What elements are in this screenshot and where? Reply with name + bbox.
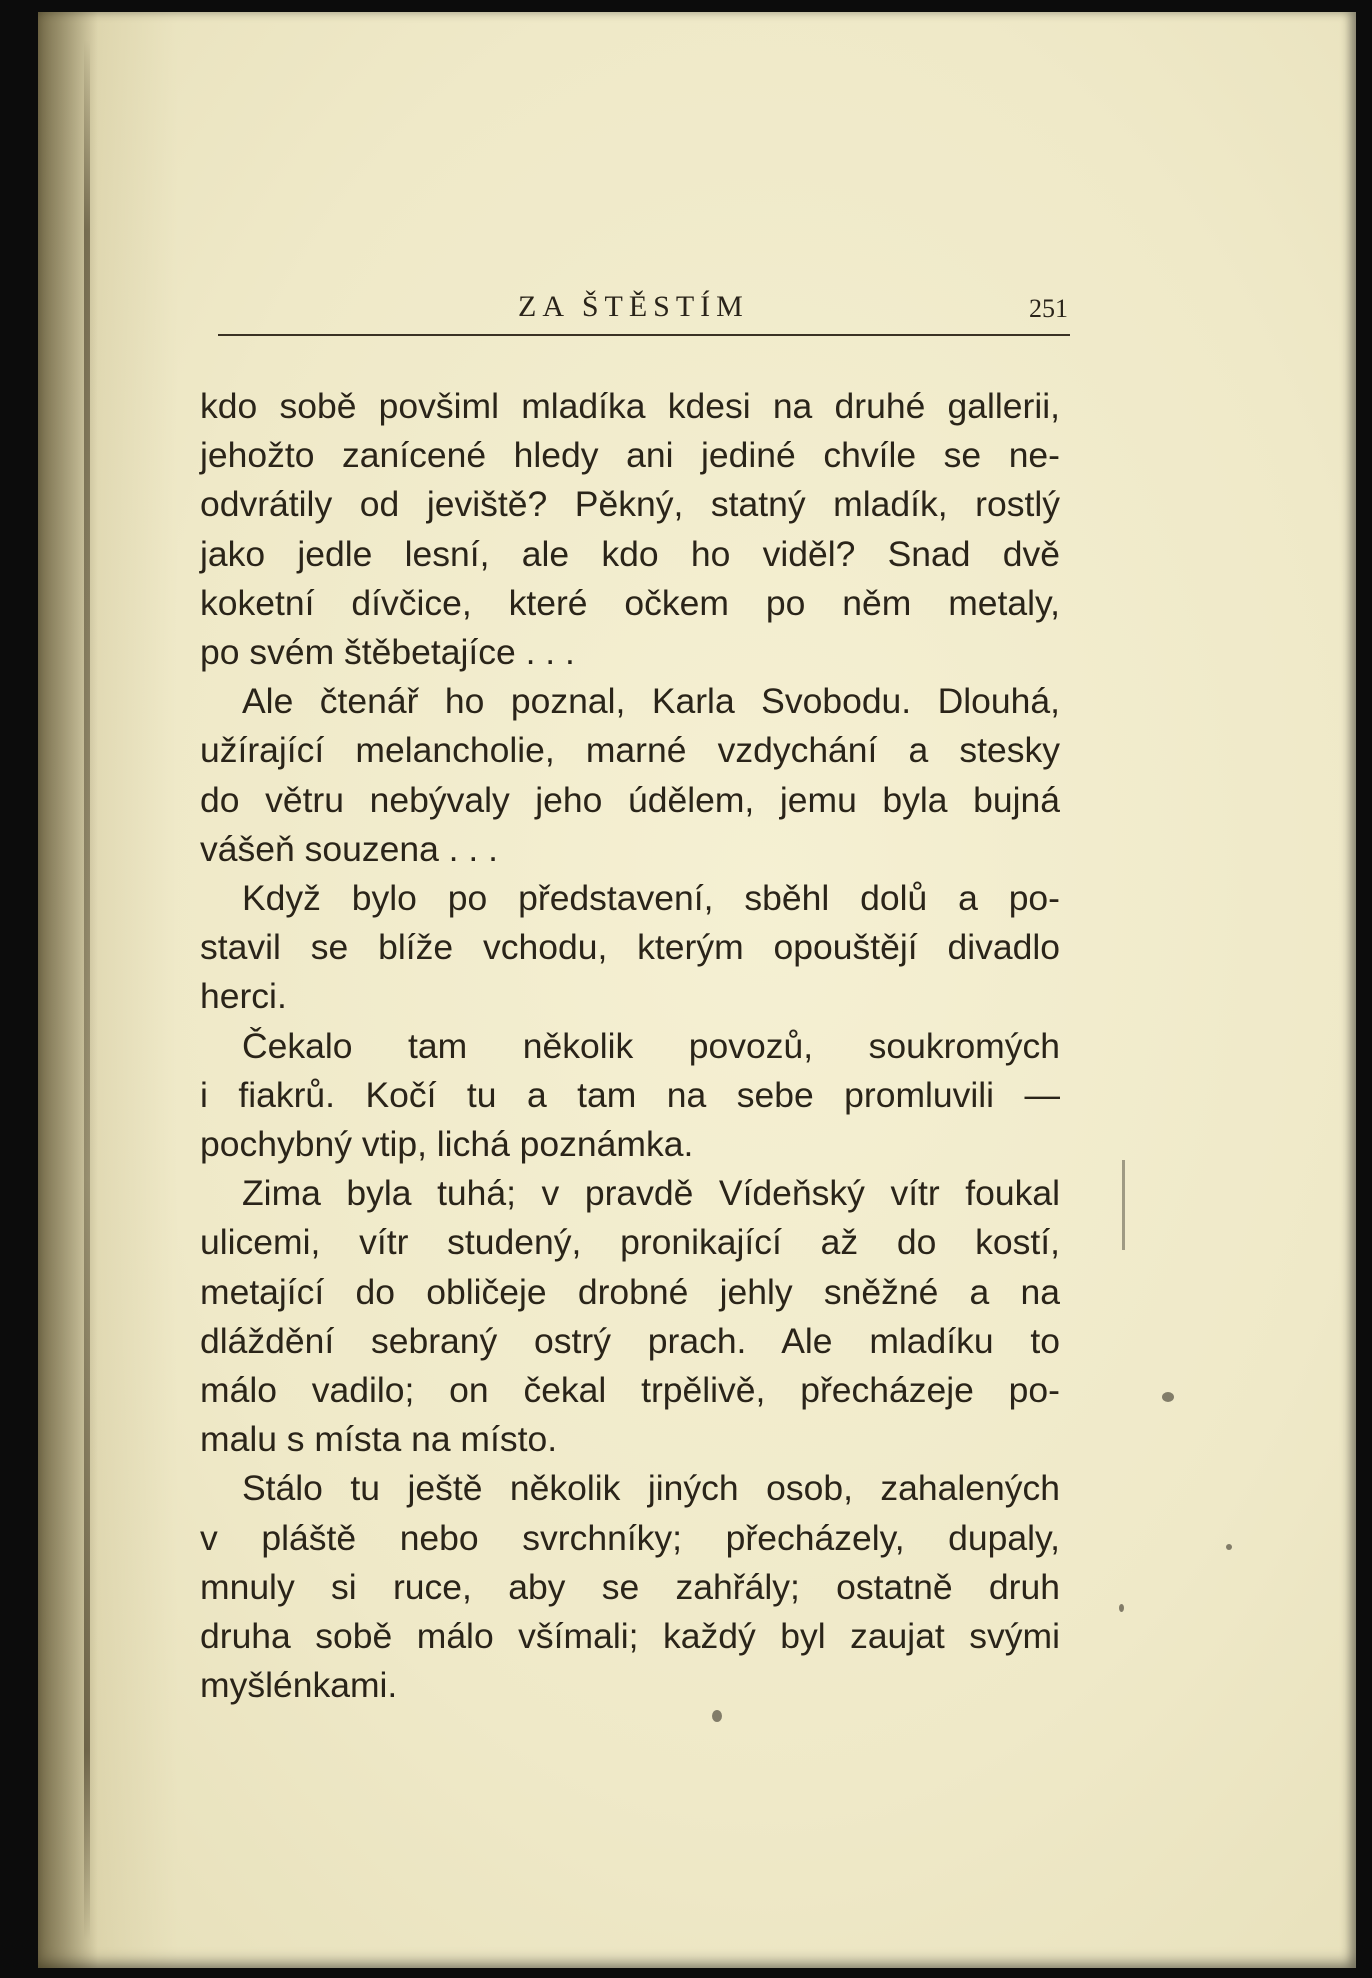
text-line: herci. (200, 976, 287, 1017)
text-line: druha sobě málo všímali; každý byl zaujat svými (200, 1616, 1060, 1657)
text-line: ulicemi, vítr studený, pronikající až do kostí, (200, 1222, 1060, 1263)
text-line: jako jedle lesní, ale kdo ho viděl? Snad dvě (200, 533, 1060, 574)
text-line: Zima byla tuhá; v pravdě Vídeňský vítr foukal (242, 1173, 1060, 1214)
text-line: Když bylo po představení, sběhl dolů a po- (242, 878, 1060, 919)
text-line: v pláště nebo svrchníky; přecházely, dupaly, (200, 1517, 1060, 1558)
paper-blemish-dot (1162, 1392, 1174, 1402)
text-line: dláždění sebraný ostrý prach. Ale mladíku to (200, 1320, 1060, 1361)
paper-blemish-stroke (1122, 1160, 1125, 1250)
text-line: Čekalo tam několik povozů, soukromých (242, 1025, 1060, 1066)
text-line: málo vadilo; on čekal trpělivě, přecházeje po- (200, 1370, 1060, 1411)
text-line: Stálo tu ještě několik jiných osob, zahalených (242, 1468, 1060, 1509)
text-line: do větru nebývaly jeho údělem, jemu byla bujná (200, 779, 1060, 820)
text-line: užírající melancholie, marné vzdychání a stesky (200, 730, 1060, 771)
paper-blemish-dot (712, 1710, 722, 1722)
header-rule (218, 334, 1070, 336)
text-line: koketní dívčice, které očkem po něm metaly, (200, 582, 1060, 623)
text-line: i fiakrů. Kočí tu a tam na sebe promluvili — (200, 1074, 1060, 1115)
binding-edge (84, 40, 90, 1940)
text-line: jehožto zanícené hledy ani jediné chvíle se ne- (200, 435, 1060, 476)
text-line: po svém štěbetajíce . . . (200, 632, 575, 673)
text-line: stavil se blíže vchodu, kterým opouštějí divadlo (200, 927, 1060, 968)
text-line: odvrátily od jeviště? Pěkný, statný mladík, rostlý (200, 484, 1060, 525)
text-line: metající do obličeje drobné jehly sněžné a na (200, 1271, 1060, 1312)
text-line: Ale čtenář ho poznal, Karla Svobodu. Dlouhá, (242, 681, 1060, 722)
text-line: pochybný vtip, lichá poznámka. (200, 1124, 694, 1165)
paper-blemish-dot (1226, 1544, 1232, 1550)
body-text (200, 382, 1060, 1710)
text-line: vášeň souzena . . . (200, 828, 498, 869)
text-line: myšlénkami. (200, 1665, 398, 1706)
running-title: ZA ŠTĚSTÍM (518, 290, 749, 323)
page-header (218, 280, 1070, 340)
text-line: malu s místa na místo. (200, 1419, 558, 1460)
paper-blemish-dot (1119, 1604, 1124, 1612)
text-line: mnuly si ruce, aby se zahřály; ostatně druh (200, 1566, 1060, 1607)
text-line: kdo sobě povšiml mladíka kdesi na druhé gallerii, (200, 386, 1060, 426)
page-number: 251 (1029, 294, 1068, 323)
